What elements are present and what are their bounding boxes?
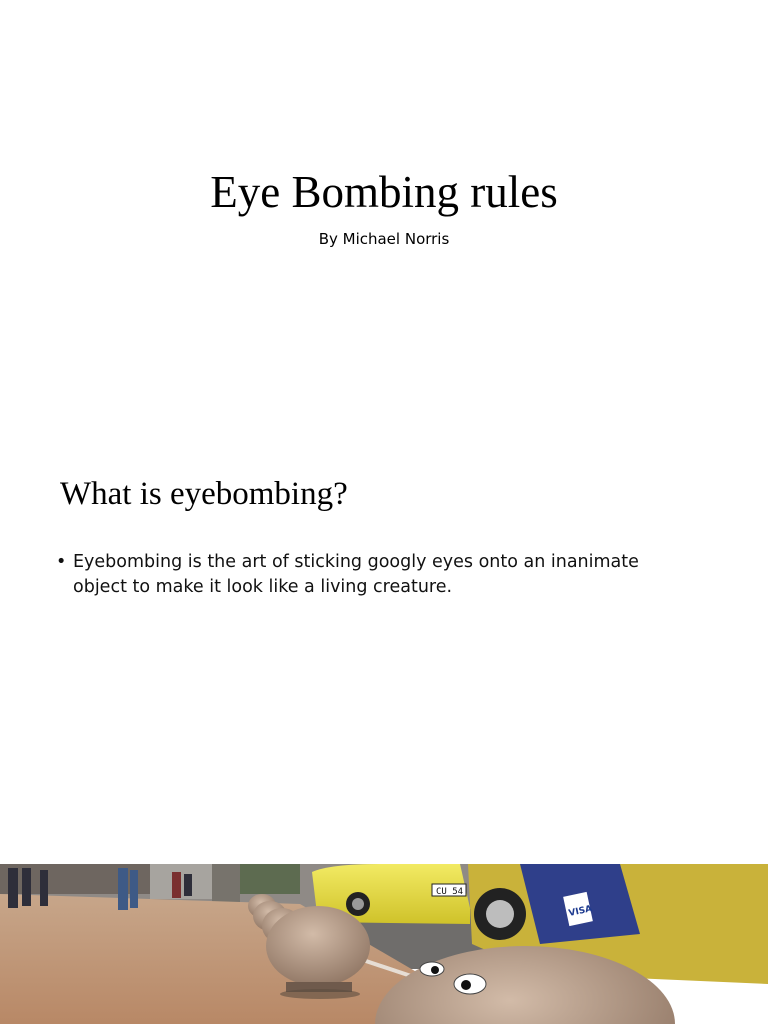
photo-slide xyxy=(0,864,768,1024)
eyebombing-photo xyxy=(0,864,768,1024)
license-plate-text: CU 54 xyxy=(436,887,464,897)
bullet-list xyxy=(56,550,696,600)
title-slide xyxy=(0,0,768,432)
slide-title: Eye Bombing rules xyxy=(210,167,558,217)
slide-subtitle: By Michael Norris xyxy=(318,230,450,248)
visa-sticker-text: VISA xyxy=(567,904,594,919)
bullet-icon: • xyxy=(56,552,67,572)
content-slide xyxy=(0,432,768,864)
bullet-text: Eyebombing is the art of sticking googly eyes onto an inanimate object to make it look like a living creature. xyxy=(73,552,639,597)
list-item xyxy=(56,550,696,600)
slide-heading: What is eyebombing? xyxy=(60,476,348,512)
